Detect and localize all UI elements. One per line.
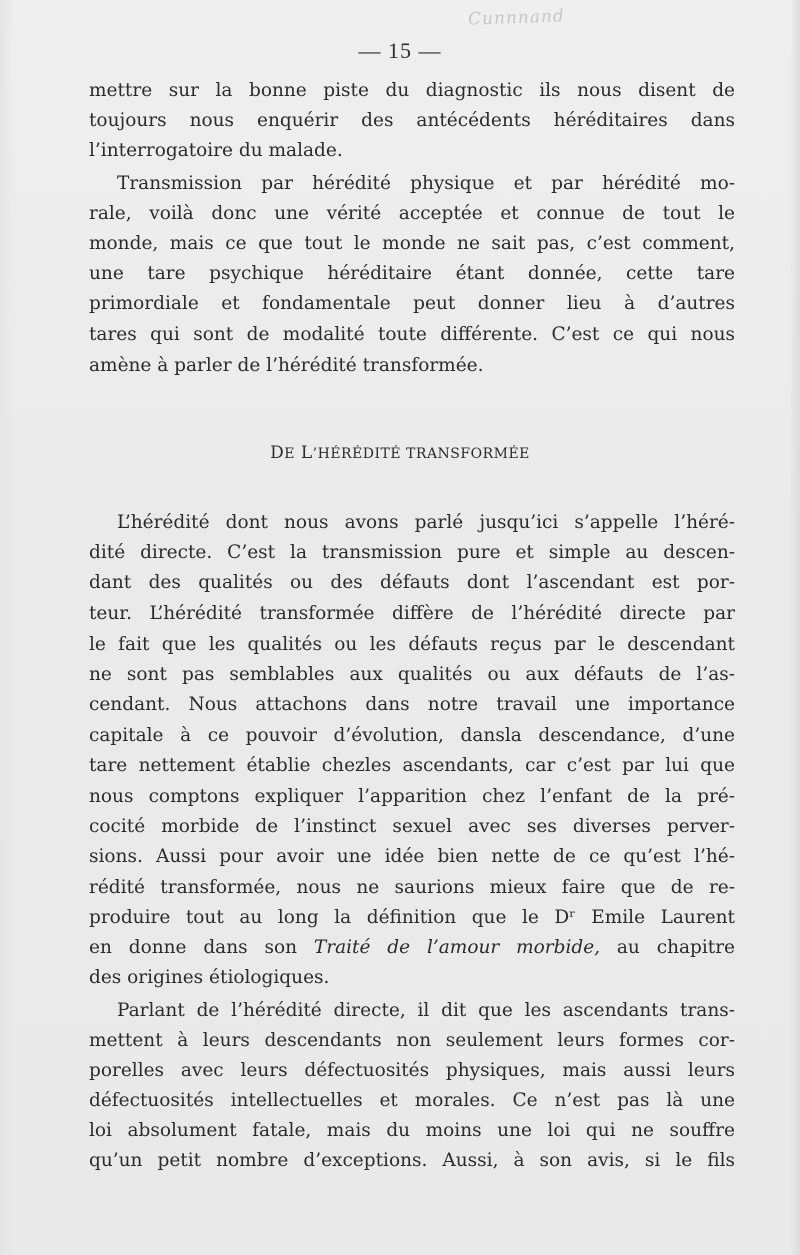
section-heading bbox=[0, 440, 800, 466]
text-line: Transmission par hérédité physique et par hérédité mo- bbox=[117, 173, 735, 194]
heading-rest: ’HÉRÉDITÉ TRANSFORMÉE bbox=[312, 446, 530, 462]
text-fragment: en donne dans son bbox=[89, 937, 298, 958]
text-line: sions. Aussi pour avoir une idée bien nette de ce qu’est l’hé- bbox=[89, 846, 735, 867]
text-line: teur. L’hérédité transformée diffère de l’hérédité directe par bbox=[89, 603, 735, 624]
text-line: qu’un petit nombre d’exceptions. Aussi, à son avis, si le fils bbox=[89, 1150, 735, 1171]
text-line: l’interrogatoire du malade. bbox=[89, 140, 343, 161]
text-line: primordiale et fondamentale peut donner lieu à d’autres bbox=[89, 293, 735, 314]
text-line: produire tout au long la définition que le Dʳ Emile Laurent bbox=[89, 907, 735, 928]
text-line: capitale à ce pouvoir d’évolution, dansla descendance, d’une bbox=[89, 725, 735, 746]
page-edge-left bbox=[0, 0, 14, 1255]
book-title: Traité de l’amour morbide, bbox=[313, 937, 601, 958]
heading-initial-l: L bbox=[300, 443, 313, 463]
text-line: amène à parler de l’hérédité transformée. bbox=[89, 355, 484, 376]
heading-e: E bbox=[284, 446, 295, 462]
text-line: monde, mais ce que tout le monde ne sait pas, c’est comment, bbox=[89, 233, 735, 254]
text-line: mettent à leurs descendants non seulement leurs formes cor- bbox=[89, 1030, 735, 1051]
page-number: — 15 — bbox=[358, 38, 442, 63]
text-line: cocité morbide de l’instinct sexuel avec ses diverses perver- bbox=[89, 816, 735, 837]
text-line: ne sont pas semblables aux qualités ou aux défauts de l’as- bbox=[89, 664, 735, 685]
text-line: dité directe. C’est la transmission pure et simple au descen- bbox=[89, 542, 735, 563]
text-line: cendant. Nous attachons dans notre travail une importance bbox=[89, 694, 735, 715]
text-line: toujours nous enquérir des antécédents héréditaires dans bbox=[89, 110, 735, 131]
text-line: une tare psychique héréditaire étant donnée, cette tare bbox=[89, 263, 735, 284]
handwritten-marginalia: Cunnnand bbox=[467, 6, 566, 30]
text-fragment: au chapitre bbox=[616, 937, 736, 958]
text-line-with-title bbox=[89, 933, 735, 963]
text-line: tares qui sont de modalité toute différente. C’est ce qui nous bbox=[89, 324, 735, 345]
text-line: porelles avec leurs défectuosités physiques, mais aussi leurs bbox=[89, 1060, 735, 1081]
text-line: rédité transformée, nous ne saurions mieux faire que de re- bbox=[89, 877, 735, 898]
text-line: mettre sur la bonne piste du diagnostic ils nous disent de bbox=[89, 80, 735, 101]
text-line: Parlant de l’hérédité directe, il dit que les ascendants trans- bbox=[117, 1000, 735, 1021]
text-line: loi absolument fatale, mais du moins une loi qui ne souffre bbox=[89, 1120, 735, 1141]
text-line: tare nettement établie chezles ascendants, car c’est par lui que bbox=[89, 755, 735, 776]
text-line: L’hérédité dont nous avons parlé jusqu’ici s’appelle l’héré- bbox=[117, 512, 735, 533]
text-line: défectuosités intellectuelles et morales. Ce n’est pas là une bbox=[89, 1090, 735, 1111]
heading-initial-d: D bbox=[270, 443, 285, 463]
text-line: rale, voilà donc une vérité acceptée et connue de tout le bbox=[89, 203, 735, 224]
page-edge-right bbox=[790, 0, 800, 1255]
text-line: dant des qualités ou des défauts dont l’ascendant est por- bbox=[89, 572, 735, 593]
text-line: nous comptons expliquer l’apparition chez l’enfant de la pré- bbox=[89, 786, 735, 807]
text-line: le fait que les qualités ou les défauts reçus par le descendant bbox=[89, 634, 735, 655]
text-line: des origines étiologiques. bbox=[89, 967, 330, 988]
